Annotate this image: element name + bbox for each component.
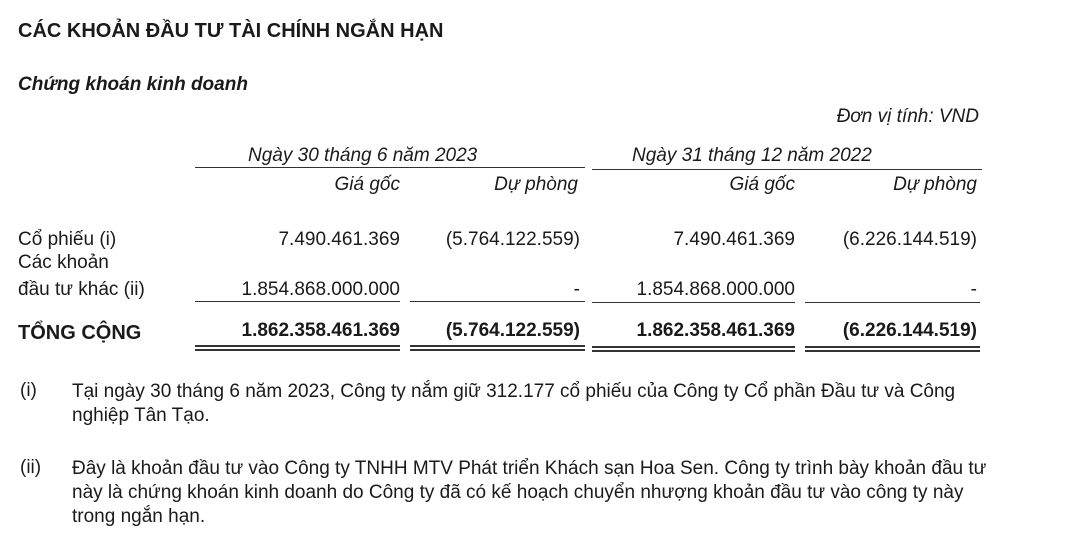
period-header-2022: Ngày 31 tháng 12 năm 2022: [632, 145, 872, 166]
column-header: Dự phòng: [893, 174, 977, 195]
total-double-underline: [592, 346, 795, 352]
note-text: Tại ngày 30 tháng 6 năm 2023, Công ty nắm giữ 312.177 cổ phiếu của Công ty Cổ phần Đầu tư và Công nghiệp Tân Tạo.: [72, 381, 956, 426]
total-label: TỔNG CỘNG: [18, 322, 142, 344]
cell: -: [970, 279, 977, 300]
subtotal-underline: [195, 301, 400, 302]
period-underline: [195, 167, 585, 168]
column-header: Dự phòng: [494, 174, 578, 195]
cell: 7.490.461.369: [278, 229, 400, 250]
note-marker: (i): [20, 380, 37, 401]
row-label: Các khoản: [18, 252, 109, 273]
note-text: Đây là khoản đầu tư vào Công ty TNHH MTV Phát triển Khách sạn Hoa Sen. Công ty trình bày khoản đầu tư này là chứng khoán kinh doanh do Công ty đã có kế hoạch chuyển nhượng khoản đầu tư vào công ty này trong ngắn hạn.: [72, 458, 987, 527]
total-cell: (6.226.144.519): [842, 320, 977, 341]
total-double-underline: [410, 345, 585, 351]
total-double-underline: [195, 345, 400, 351]
cell: 1.854.868.000.000: [241, 279, 400, 300]
total-cell: 1.862.358.461.369: [636, 320, 795, 341]
cell: -: [573, 279, 580, 300]
total-cell: 1.862.358.461.369: [241, 320, 400, 341]
period-header-2023: Ngày 30 tháng 6 năm 2023: [248, 145, 478, 166]
section-title: CÁC KHOẢN ĐẦU TƯ TÀI CHÍNH NGẮN HẠN: [18, 20, 444, 42]
row-label: Cổ phiếu (i): [18, 229, 117, 250]
cell: (6.226.144.519): [842, 229, 977, 250]
cell: 1.854.868.000.000: [636, 279, 795, 300]
cell: 7.490.461.369: [673, 229, 795, 250]
row-label: đầu tư khác (ii): [18, 279, 145, 300]
column-header: Giá gốc: [334, 174, 400, 195]
column-header: Giá gốc: [729, 174, 795, 195]
subtotal-underline: [592, 302, 795, 303]
unit-label: Đơn vị tính: VND: [836, 106, 979, 127]
subtotal-underline: [805, 302, 980, 303]
subtotal-underline: [410, 301, 585, 302]
total-cell: (5.764.122.559): [445, 320, 580, 341]
total-double-underline: [805, 346, 980, 352]
section-subtitle: Chứng khoán kinh doanh: [18, 74, 248, 95]
cell: (5.764.122.559): [445, 229, 580, 250]
note-marker: (ii): [20, 457, 42, 478]
period-underline: [592, 169, 982, 170]
